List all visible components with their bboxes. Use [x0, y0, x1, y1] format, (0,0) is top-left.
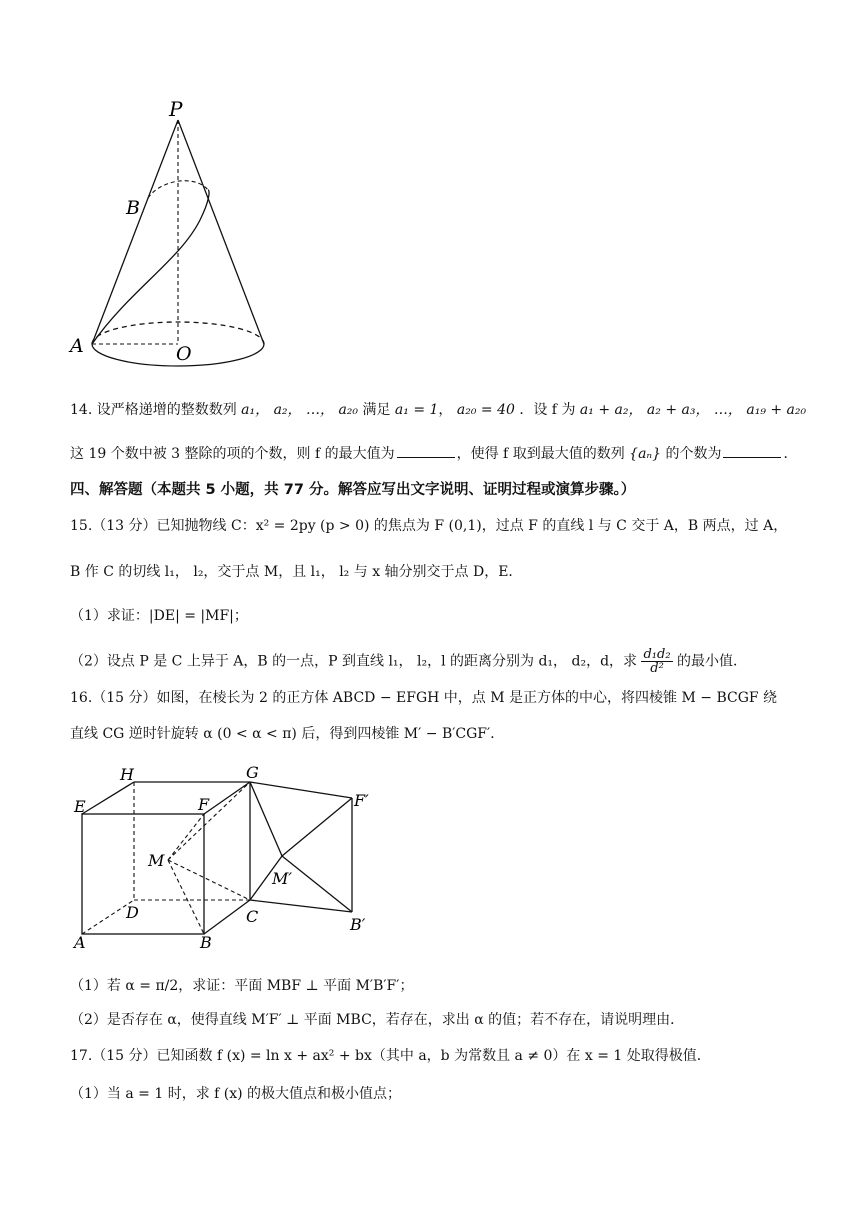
label-O: O	[176, 343, 192, 365]
q16-line2: 直线 CG 逆时针旋转 α (0 < α < π) 后，得到四棱锥 M′ − B′CGF′．	[70, 726, 505, 742]
q14-sums: a₁ + a₂， a₂ + a₃， …， a₁₉ + a₂₀	[579, 402, 807, 418]
cube-figure	[70, 762, 390, 956]
label-C: C	[246, 907, 259, 926]
answer-blank-2	[723, 445, 781, 458]
q15-line1: 15.（13 分）已知抛物线 C：x² = 2py (p > 0) 的焦点为 F (0,1)，过点 F 的直线 l 与 C 交于 A，B 两点，过 A，	[70, 518, 788, 534]
label-M-prime: M′	[272, 869, 293, 888]
label-B-prime: B′	[350, 915, 366, 934]
q15-part2-text: （2）设点 P 是 C 上异于 A，B 的一点，P 到直线 l₁， l₂，l 的距离分别为 d₁， d₂，d，求	[70, 653, 638, 670]
q16-part2: （2）是否存在 α，使得直线 M′F′ ⊥ 平面 MBC，若存在，求出 α 的值；若不存在，请说明理由．	[70, 1012, 685, 1028]
cone-figure	[60, 90, 290, 380]
q14-cond1: a₁ = 1	[394, 402, 439, 418]
q15-part1: （1）求证：|DE| = |MF|；	[70, 608, 248, 624]
q14-seq: a₁， a₂， …， a₂₀	[241, 402, 359, 418]
q14-cond-text: 满足	[362, 402, 391, 418]
label-D: D	[126, 903, 139, 922]
rotated-pyramid	[250, 782, 352, 912]
label-P: P	[169, 97, 183, 121]
label-B: B	[126, 197, 140, 219]
q14-text: 设严格递增的整数数列	[96, 402, 237, 418]
q14-text2: ．设 f 为	[519, 402, 576, 418]
q15-part2-end: 的最小值．	[677, 653, 748, 670]
q14-line2-a: 这 19 个数中被 3 整除的项的个数，则 f 的最大值为	[70, 446, 395, 462]
cone-side-right	[178, 120, 264, 344]
label-F-prime: F′	[354, 791, 369, 810]
cube-hidden-edges	[82, 782, 250, 934]
fraction-denominator: d²	[650, 661, 664, 676]
fraction-numerator: d₁d₂	[643, 647, 671, 662]
q14-line2-end: ．	[783, 446, 798, 462]
q14-line2-b: ，使得 f 取到最大值的数列	[456, 446, 625, 462]
q14-cond2: a₂₀ = 40	[456, 402, 515, 418]
q15-part2	[70, 648, 747, 675]
q16-line1: 16.（15 分）如图，在棱长为 2 的正方体 ABCD − EFGH 中，点 M 是正方体的中心，将四棱锥 M − BCGF 绕	[70, 690, 778, 706]
cone-spiral-curve	[92, 190, 209, 344]
q14-number: 14.	[70, 402, 93, 418]
label-G: G	[246, 763, 259, 782]
label-H: H	[120, 765, 134, 784]
q15-fraction	[641, 648, 672, 675]
label-M: M	[148, 851, 165, 870]
q14-line1: 14. 设严格递增的整数数列 a₁， a₂， …， a₂₀ 满足 a₁ = 1， a₂₀ = 40 ．设 f 为 a₁ + a₂， a₂ + a₃， …， a₁₉ + a₂₀	[70, 402, 807, 418]
answer-blank-1	[397, 445, 455, 458]
label-F: F	[198, 795, 210, 814]
q14-line2-c: 的个数为	[665, 446, 722, 462]
label-A: A	[74, 933, 86, 952]
label-B: B	[200, 933, 212, 952]
q14-seq-set: {aₙ}	[629, 446, 661, 462]
cube-edges	[82, 782, 250, 934]
q17-line1: 17.（15 分）已知函数 f (x) = ln x + ax² + bx（其中 a，b 为常数且 a ≠ 0）在 x = 1 处取得极值．	[70, 1048, 711, 1064]
q17-part1: （1）当 a = 1 时，求 f (x) 的极大值点和极小值点；	[70, 1086, 402, 1102]
label-A: A	[70, 335, 84, 357]
section-4-title: 四、解答题（本题共 5 小题，共 77 分。解答应写出文字说明、证明过程或演算步骤。）	[70, 482, 636, 498]
q14-line2	[70, 444, 797, 464]
q16-part1: （1）若 α = π/2，求证：平面 MBF ⊥ 平面 M′B′F′；	[70, 978, 414, 994]
q15-line2: B 作 C 的切线 l₁， l₂，交于点 M，且 l₁， l₂ 与 x 轴分别交于点 D，E．	[70, 564, 523, 580]
label-E: E	[74, 797, 86, 816]
cone-side-left	[92, 120, 178, 344]
